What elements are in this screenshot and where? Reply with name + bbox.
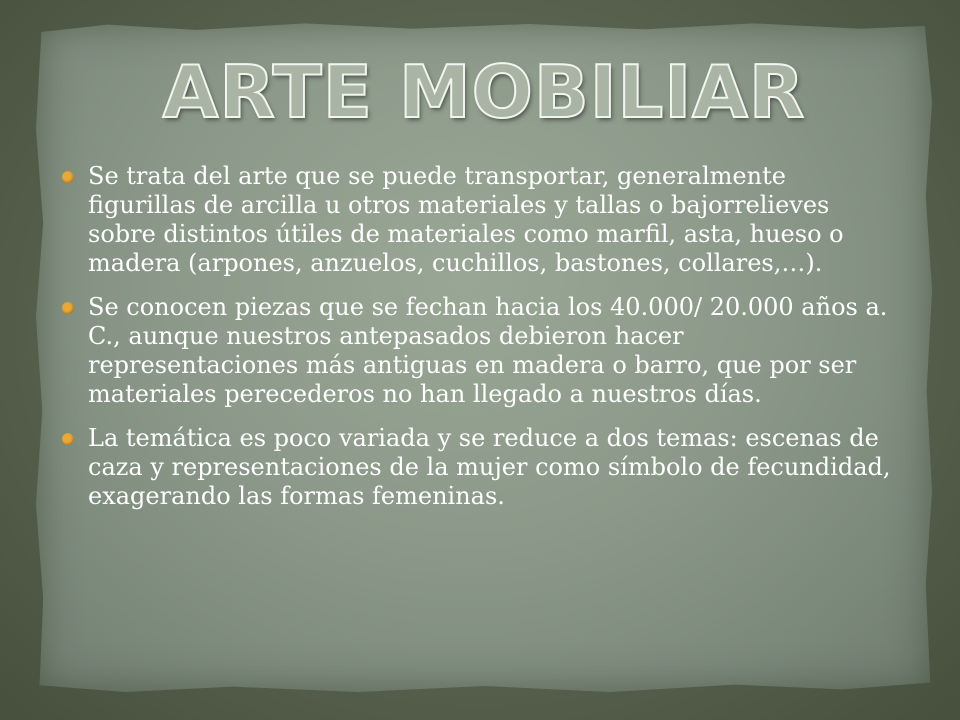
bullet-text: La temática es poco variada y se reduce a dos temas: escenas de caza y representaciones de la mujer como símbolo de fecundidad, exagerando las formas femeninas. (88, 424, 891, 510)
bullet-item (60, 162, 900, 278)
bullet-dot-icon (62, 171, 74, 183)
slide-title: ARTE MOBILIAR (162, 50, 806, 134)
bullet-dot-icon (62, 433, 74, 445)
bullet-list (60, 162, 900, 526)
bullet-text: Se conocen piezas que se fechan hacia los 40.000/ 20.000 años a. C., aunque nuestros antepasados debieron hacer representaciones más antiguas en madera o barro, que por ser materiales perecederos no han llegado a nuestros días. (88, 293, 888, 408)
bullet-text: Se trata del arte que se puede transportar, generalmente figurillas de arcilla u otros materiales y tallas o bajorrelieves sobre distintos útiles de materiales como marfil, asta, hueso o madera (arpones, anzuelos, cuchillos, bastones, collares,…). (88, 162, 844, 277)
bullet-item (60, 424, 900, 511)
bullet-item (60, 293, 900, 409)
bullet-dot-icon (62, 302, 74, 314)
